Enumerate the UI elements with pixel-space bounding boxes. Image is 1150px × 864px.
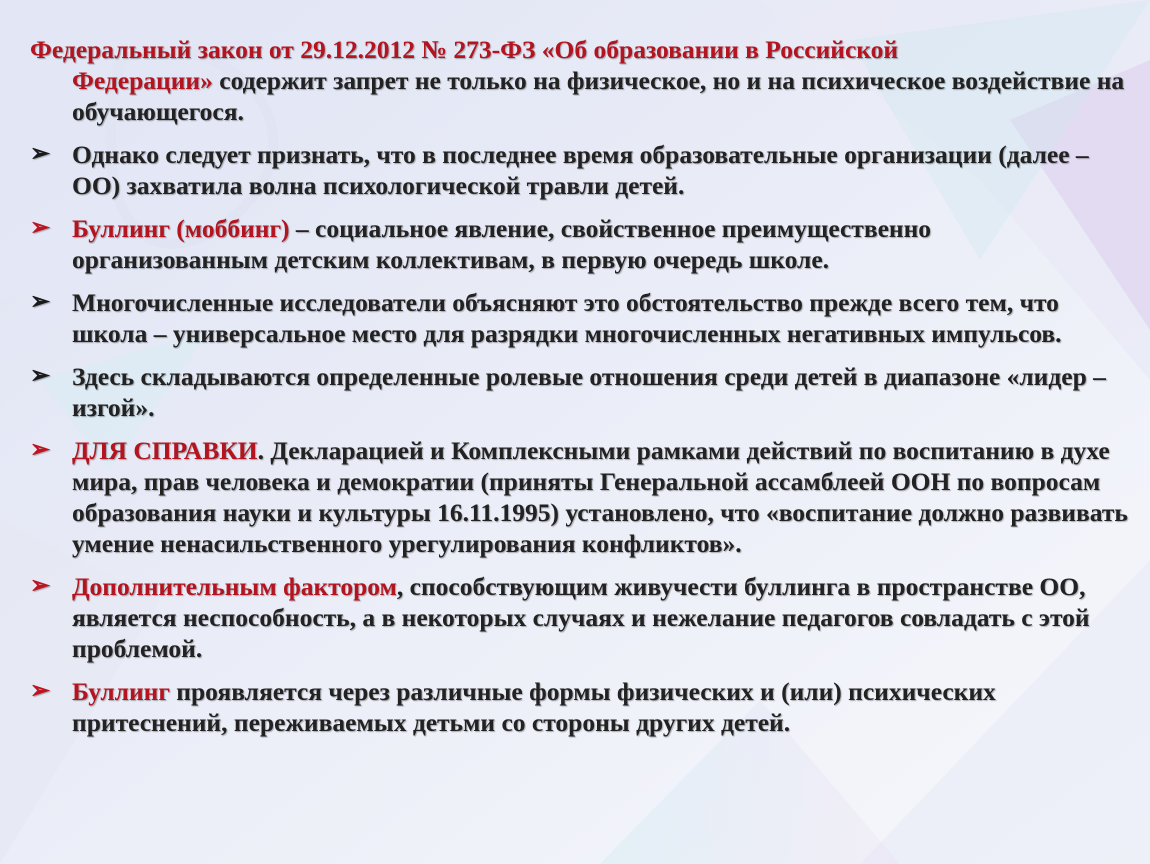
bullet-item bbox=[30, 139, 1130, 201]
intro-lead-red-2: Федерации» bbox=[72, 66, 213, 95]
arrow-bullet-icon: ➢ bbox=[30, 573, 51, 599]
bullet-highlight: ДЛЯ СПРАВКИ bbox=[72, 436, 258, 465]
arrow-bullet-icon: ➢ bbox=[30, 289, 51, 315]
bullet-text: Здесь складываются определенные ролевые отношения среди детей в диапазоне «лидер – изгой». bbox=[72, 362, 1106, 422]
bullet-item bbox=[30, 676, 1130, 738]
bullet-highlight: Дополнительным фактором bbox=[72, 572, 397, 601]
bullet-list bbox=[30, 139, 1130, 738]
arrow-bullet-icon: ➢ bbox=[30, 437, 51, 463]
bullet-text: – социальное явление, свойственное преимущественно организованным детским коллективам, в первую очередь школе. bbox=[72, 214, 932, 274]
arrow-bullet-icon: ➢ bbox=[30, 141, 51, 167]
intro-rest: содержит запрет не только на физическое, но и на психическое bbox=[212, 66, 946, 95]
bullet-text: , способствующим живучести буллинга в пространстве ОО, является неспособность, а в некоторых случаях и нежелание педагогов совладать с этой проблемой. bbox=[72, 572, 1090, 663]
bullet-text: Однако следует признать, что в последнее время образовательные организации (далее – ОО) захватила волна психологической травли детей. bbox=[72, 140, 1089, 200]
bullet-item bbox=[30, 361, 1130, 423]
intro-paragraph bbox=[30, 34, 1130, 127]
intro-rest-2: воздействие на обучающегося. bbox=[72, 66, 1125, 126]
bullet-item bbox=[30, 571, 1130, 664]
bullet-highlight: Буллинг (моббинг) bbox=[72, 214, 290, 243]
slide-content bbox=[30, 34, 1130, 750]
bullet-item bbox=[30, 435, 1130, 559]
bullet-text: проявляется через различные формы физических и (или) психических притеснений, переживаемых детьми со стороны других детей. bbox=[72, 677, 996, 737]
intro-lead-red: Федеральный закон от 29.12.2012 № 273-ФЗ «Об образовании в Российской bbox=[30, 35, 899, 64]
bullet-text: . Декларацией и Комплексными рамками действий по воспитанию в духе мира, прав человека и демократии (приняты Генеральной ассамблеей ООН по вопросам образования науки и культуры 16.11.1995) установлено, что «воспитание должно развивать умение ненасильственного урегулирования конфликтов». bbox=[72, 436, 1128, 558]
bullet-item bbox=[30, 287, 1130, 349]
arrow-bullet-icon: ➢ bbox=[30, 678, 51, 704]
bullet-item bbox=[30, 213, 1130, 275]
arrow-bullet-icon: ➢ bbox=[30, 215, 51, 241]
bullet-highlight: Буллинг bbox=[72, 677, 170, 706]
arrow-bullet-icon: ➢ bbox=[30, 363, 51, 389]
bullet-text: Многочисленные исследователи объясняют это обстоятельство прежде всего тем, что школа – универсальное место для разрядки многочисленных негативных импульсов. bbox=[72, 288, 1062, 348]
